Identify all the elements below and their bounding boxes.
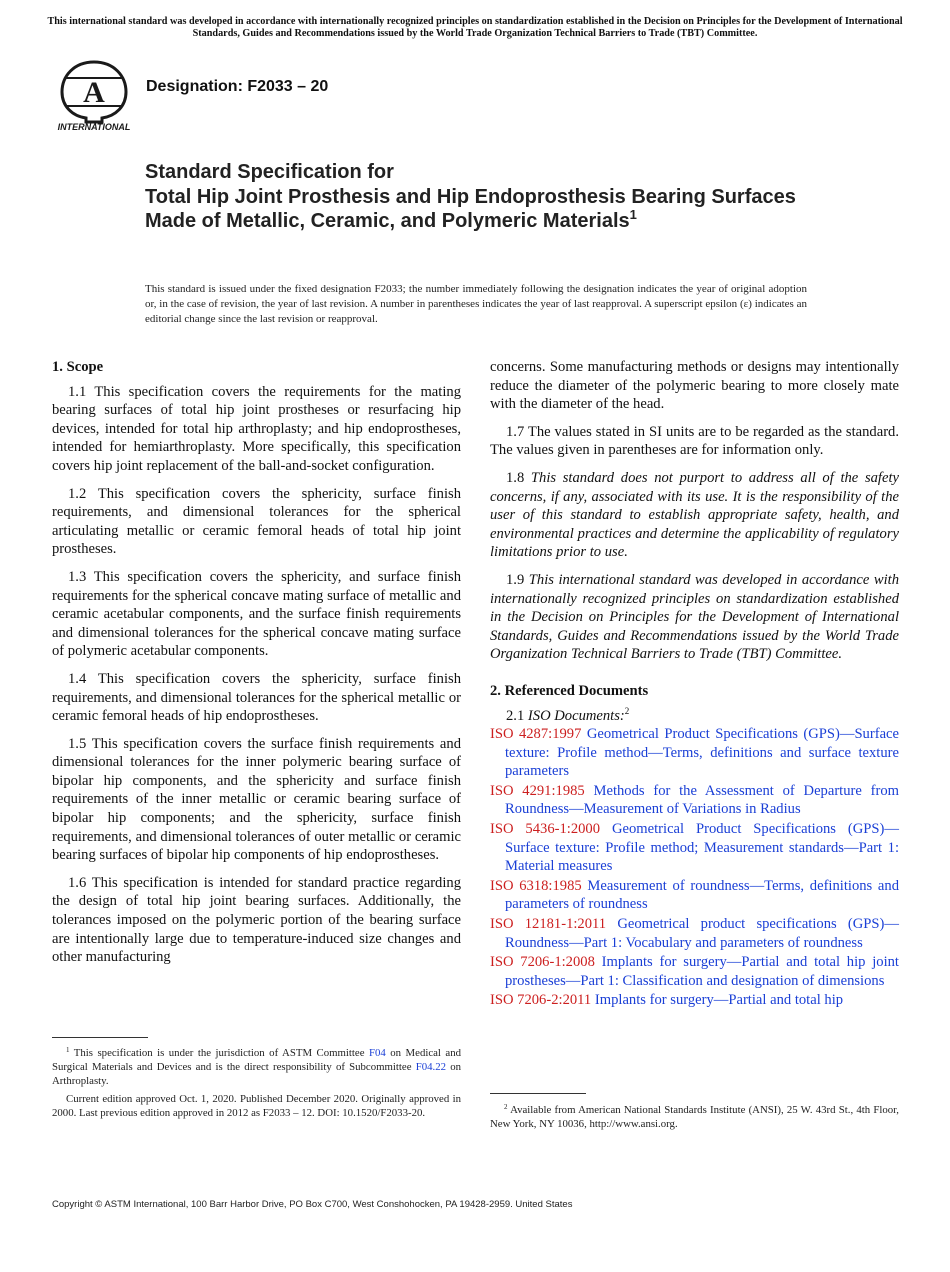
para-1-6-continued: concerns. Some manufacturing methods or designs may intentionally reduce the diameter of the polymeric bearing to more closely mate with the diameter of the head. bbox=[490, 359, 899, 413]
astm-logo-caption: INTERNATIONAL bbox=[57, 122, 131, 132]
footnote-2-ansi: $^2$ Available from American National Standards Institute (ANSI), 25 W. 43rd St., 4th Floor, New York, NY 10036, http://www.ansi.org. bbox=[490, 1103, 899, 1131]
copyright-line: Copyright © ASTM International, 100 Barr Harbor Drive, PO Box C700, West Conshohocken, PA 19428-2959. United States bbox=[52, 1199, 573, 1210]
reference-title-link[interactable]: Measurement of roundness—Terms, definitions and parameters of roundness bbox=[505, 877, 900, 913]
reference-item[interactable] bbox=[490, 820, 899, 876]
para-1-8-number: 1.8 bbox=[506, 469, 525, 486]
reference-title-link[interactable]: Geometrical Product Specifications (GPS)—Surface texture: Profile method; Measurement standards—Part 1: Material measures bbox=[505, 821, 899, 875]
reference-number[interactable]: ISO 5436-1:2000 bbox=[490, 821, 601, 838]
committee-f04-link[interactable]: F04 bbox=[368, 1047, 386, 1059]
para-1-2: 1.2 This specification covers the sphericity, surface finish requirements, and dimensional tolerances for the spherical articulating metallic or ceramic femoral heads of total hip joint prostheses. bbox=[52, 485, 461, 558]
para-1-5: 1.5 This specification covers the surface finish requirements and dimensional tolerances for the inner polymeric bearing surface of bipolar hip components, and the sphericity and surface finish requirements of the inner metallic or ceramic bearing surface of bipolar hip components; and the sphericity, surface finish requirements, and dimensional tolerances of outer metallic or ceramic bearing surfaces of bipolar hip components of hip endoprostheses. bbox=[52, 735, 461, 864]
designation: Designation: F2033 – 20 bbox=[146, 78, 329, 95]
title-line-2: Total Hip Joint Prosthesis and Hip Endoprosthesis Bearing Surfaces Made of Metallic, Ceramic, and Polymeric Materials bbox=[145, 185, 796, 232]
iso-reference-list bbox=[490, 725, 899, 1010]
reference-item[interactable] bbox=[490, 991, 899, 1010]
footnote-2-marker: 2 bbox=[624, 705, 630, 716]
reference-number[interactable]: ISO 6318:1985 bbox=[490, 877, 582, 894]
footnote-1 bbox=[52, 1046, 461, 1123]
para-1-7: 1.7 The values stated in SI units are to be regarded as the standard. The values given in parentheses are for information only. bbox=[490, 423, 899, 459]
reference-title-link[interactable]: Methods for the Assessment of Departure from Roundness—Measurement of Variations in Radius bbox=[505, 782, 900, 818]
tbt-notice: This international standard was developed in accordance with internationally recognized principles on standardization established in the Decision on Principles for the Development of International Standards, Guides and Recommendations issued by the World Trade Organization Technical Barriers to Trade (TBT) Committee. bbox=[47, 16, 903, 39]
issuance-note: This standard is issued under the fixed designation F2033; the number immediately following the designation indicates the year of original adoption or, in the case of revision, the year of last revision. A number in parentheses indicates the year of last reapproval. A superscript epsilon (ε) indicates an editorial change since the last revision or reapproval. bbox=[145, 283, 807, 325]
section-heading-referenced-documents: 2. Referenced Documents bbox=[490, 682, 649, 699]
section-heading-scope: 1. Scope bbox=[52, 359, 104, 375]
reference-number[interactable]: ISO 7206-2:2011 bbox=[490, 992, 592, 1009]
title-line-1: Standard Specification for bbox=[145, 161, 394, 183]
footnote-divider-right bbox=[490, 1093, 586, 1094]
para-1-9-text: This international standard was developed in accordance with internationally recognized principles on standardization established in the Decision on Principles for the Development of International Standards, Guides and Recommendations issued by the World Trade Organization Technical Barriers to Trade (TBT) Committee. bbox=[490, 571, 900, 663]
footnote-1-jurisdiction: $^1$ This specification is under the jurisdiction of ASTM Committee F04 on Medical and Surgical Materials and Devices and is the direct responsibility of Subcommittee F04.22 on Arthroplasty. bbox=[52, 1046, 461, 1088]
reference-number[interactable]: ISO 4287:1997 bbox=[490, 726, 582, 743]
document-title bbox=[145, 160, 835, 234]
reference-item[interactable] bbox=[490, 915, 899, 952]
reference-number[interactable]: ISO 7206-1:2008 bbox=[490, 954, 595, 971]
astm-logo bbox=[52, 58, 136, 132]
astm-logo-letters: A bbox=[83, 76, 105, 109]
para-1-8-text: This standard does not purport to address all of the safety concerns, if any, associated with its use. It is the responsibility of the user of this standard to establish appropriate safety, health, and environmental practices and determine the applicability of regulatory limitations prior to use. bbox=[490, 469, 899, 561]
title-footnote-marker: 1 bbox=[629, 207, 637, 222]
subsection-2-1 bbox=[506, 707, 899, 726]
para-1-4: 1.4 This specification covers the sphericity, surface finish requirements, and dimensional tolerances for the spherical metallic or ceramic femoral heads of hip endoprostheses. bbox=[52, 670, 461, 725]
footnote-divider-left bbox=[52, 1037, 148, 1038]
reference-number[interactable]: ISO 4291:1985 bbox=[490, 782, 585, 799]
para-1-1: 1.1 This specification covers the requirements for the mating bearing surfaces of total hip joint prostheses or resurfacing hip devices, intended for total hip arthroplasty; and hip endoprostheses, intended for hemiarthroplasty. More specifically, this specification covers hip joint replacement of the ball-and-socket configuration. bbox=[52, 383, 461, 474]
footnote-1-edition: Current edition approved Oct. 1, 2020. Published December 2020. Originally approved in 2000. Last previous edition approved in 2012 as F2033 – 12. DOI: 10.1520/F2033-20. bbox=[52, 1092, 461, 1119]
reference-item[interactable] bbox=[490, 953, 899, 990]
reference-title-link[interactable]: Implants for surgery—Partial and total hip joint prostheses—Part 1: Classification and designation of dimensions bbox=[505, 954, 899, 989]
reference-number[interactable]: ISO 12181-1:2011 bbox=[490, 916, 607, 933]
reference-title-link[interactable]: Geometrical Product Specifications (GPS)—Surface texture: Profile method—Terms, definitions and surface texture parameters bbox=[505, 726, 900, 780]
reference-title-link[interactable]: Geometrical product specifications (GPS)—Roundness—Part 1: Vocabulary and parameters of roundness bbox=[505, 916, 899, 951]
reference-item[interactable] bbox=[490, 782, 899, 819]
reference-item[interactable] bbox=[490, 877, 899, 914]
para-1-3: 1.3 This specification covers the sphericity, and surface finish requirements for the spherical concave mating surface of metallic and ceramic acetabular components, and the surface finish requirements and dimensional tolerances for the spherical concave mating surface of polymeric acetabular components. bbox=[52, 568, 461, 660]
left-column bbox=[52, 358, 461, 976]
subsection-2-1-number: 2.1 bbox=[506, 707, 525, 724]
right-column bbox=[490, 358, 899, 1011]
para-1-9 bbox=[490, 571, 899, 664]
para-1-6: 1.6 This specification is intended for standard practice regarding the design of total hip joint bearing surfaces. Additionally, the tolerances imposed on the polymeric portion of the bearing surface are intentionally large due to temperature-induced size changes and other manufacturing bbox=[52, 874, 461, 966]
reference-item[interactable] bbox=[490, 725, 899, 781]
para-1-9-number: 1.9 bbox=[506, 571, 525, 588]
subsection-2-1-label: ISO Documents: bbox=[527, 707, 625, 724]
subcommittee-f04-22-link[interactable]: F04.22 bbox=[415, 1061, 447, 1074]
reference-title-link[interactable]: Implants for surgery—Partial and total hip bbox=[594, 992, 844, 1009]
para-1-8 bbox=[490, 469, 899, 562]
footnote-2 bbox=[490, 1103, 899, 1134]
